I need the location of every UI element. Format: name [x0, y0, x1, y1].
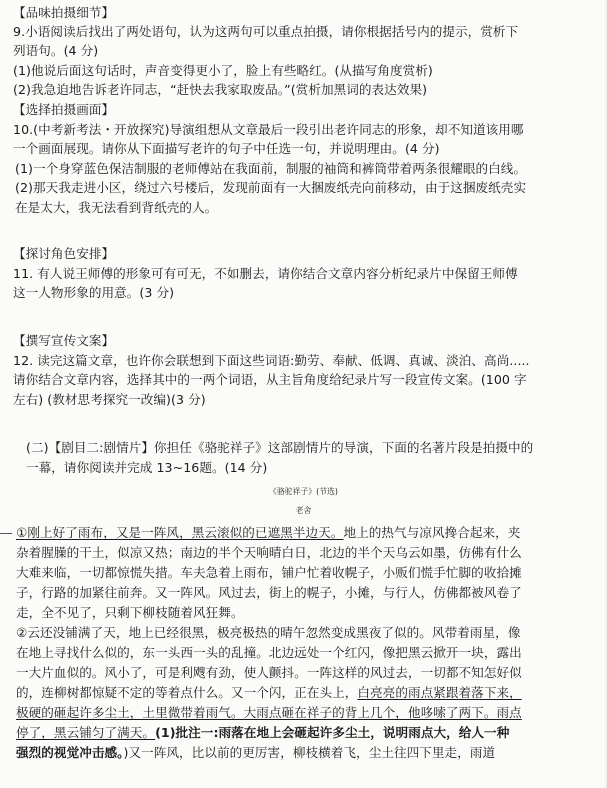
question-10-line: 在是太大，我无法看到背纸壳的人。 — [15, 200, 218, 215]
question-10-line: (1)一个身穿蓝色保洁制服的老师傅站在我面前，制服的袖筒和裤筒带着两条很耀眼的白线。 — [15, 161, 527, 176]
question-10-line: 一个画面展现。请你从下面描写老许的句子中任选一句，并说明理由。(4 分) — [13, 141, 440, 156]
question-11-line: 11. 有人说王师傅的形象可有可无，不如删去，请你结合文章内容分析纪录片中保留王师傅 — [13, 266, 518, 281]
question-12-line: 左右) (教材思考探究一改编)(3 分) — [13, 392, 206, 407]
paragraph-2-line: ②云还没铺满了天，地上已经很黑，极亮极热的晴午忽然变成黑夜了似的。风带着雨星，像 — [16, 625, 521, 640]
question-12-line: 请你结合文章内容，选择其中的一两个词语，从主旨角度给纪录片写一段宣传文案。(100 字 — [13, 372, 527, 387]
margin-mark — [0, 533, 12, 534]
underlined-text: 白亮亮的雨点紧跟着落下来， — [357, 685, 522, 700]
question-10-line: 10.(中考新考法・开放探究)导演组想从文章最后一段引出老许同志的形象，却不知道该用哪 — [13, 122, 524, 137]
question-12-line: 12. 读完这篇文章，也许你会联想到下面这些词语:勤劳、奉献、低调、真诚、淡泊、高尚..... — [13, 353, 530, 368]
paragraph-1-line: ①刚上好了雨布，又是一阵风，黑云滚似的已遮黑半边天。地上的热气与凉风搀合起来，夹 — [16, 525, 521, 540]
part-two-intro: (二)【剧目二:剧情片】你担任《骆驼祥子》这部剧情片的导演，下面的名著片段是拍摄中的 — [26, 440, 534, 455]
paragraph-1-line: 杂着腥臊的干土，似凉又热；南边的半个天响晴白日，北边的半个天乌云如墨，仿佛有什么 — [16, 545, 522, 560]
paragraph-2-line — [16, 723, 509, 743]
underlined-text: 停了，黑云铺匀了满天。 — [16, 725, 156, 740]
paragraph-2-line: 一大片血似的。风小了，可是利飕有劲，使人颤抖。一阵这样的风过去，一切都不知怎好似 — [16, 665, 522, 680]
paragraph-1-line: 走，全不见了，只剩下柳枝随着风狂舞。 — [16, 605, 244, 620]
paragraph-1-line: 子，行路的加紧往前奔。又一阵风。风过去，街上的幌子，小摊，与行人，仿佛都被风卷了 — [16, 585, 522, 600]
question-10-line: (2)那天我走进小区，绕过六号楼后，发现前面有一大捆废纸壳向前移动，由于这捆废纸壳实 — [15, 180, 527, 195]
paragraph-2-line: 极硬的砸起许多尘土，土里微带着雨气。大雨点砸在祥子的背上几个，他哆嗦了两下。雨点 — [16, 705, 522, 720]
paragraph-1-line: 大难来临，一切都惊慌失措。车夫急着上雨布，铺户忙着收幌子，小贩们慌手忙脚的收拾摊 — [16, 565, 522, 580]
question-11-line: 这一人物形象的用意。(3 分) — [13, 285, 175, 300]
annotation-text: 强烈的视觉冲击感。 — [16, 745, 124, 760]
underlined-text: ①刚上好了雨布，又是一阵风，黑云滚似的已遮黑半边天。 — [16, 525, 344, 540]
section-heading: 【品味拍摄细节】 — [13, 5, 115, 20]
part-two-intro: 一幕，请你阅读并完成 13~16题。(14 分) — [26, 460, 268, 475]
excerpt-title: 《骆驼祥子》(节选) — [269, 487, 338, 496]
question-9-line: (2)我急迫地告诉老许同志，“赶快去我家取废品。”(赏析加黑词的表达效果) — [13, 82, 428, 97]
question-9-line: 9.小语阅读后找出了两处语句，认为这两句可以重点拍摄，请你根据括号内的提示，赏析下 — [13, 24, 519, 39]
question-9-line: (1)他说后面这句话时，声音变得更小了，脸上有些略红。(从描写角度赏析) — [13, 63, 433, 78]
paragraph-2-line: 在地上寻找什么似的，东一头西一头的乱撞。北边远处一个红闪，像把黑云掀开一块，露出 — [16, 645, 522, 660]
annotation-text: (1)批注一:雨落在地上会砸起许多尘土，说明雨点大，给人一种 — [155, 725, 510, 740]
paragraph-2-line: 强烈的视觉冲击感。)又一阵风，比以前的更厉害，柳枝横着飞，尘土往四下里走，雨道 — [16, 745, 496, 760]
section-heading: 【探讨角色安排】 — [13, 246, 115, 261]
section-heading: 【撰写宣传文案】 — [13, 333, 115, 348]
excerpt-author: 老舍 — [295, 506, 312, 515]
question-9-line: 列语句。(4 分) — [13, 43, 99, 58]
paragraph-2-line: 的，连柳树都惊疑不定的等着点什么。又一个闪，正在头上，白亮亮的雨点紧跟着落下来， — [16, 685, 522, 700]
section-heading: 【选择拍摄画面】 — [13, 102, 115, 117]
